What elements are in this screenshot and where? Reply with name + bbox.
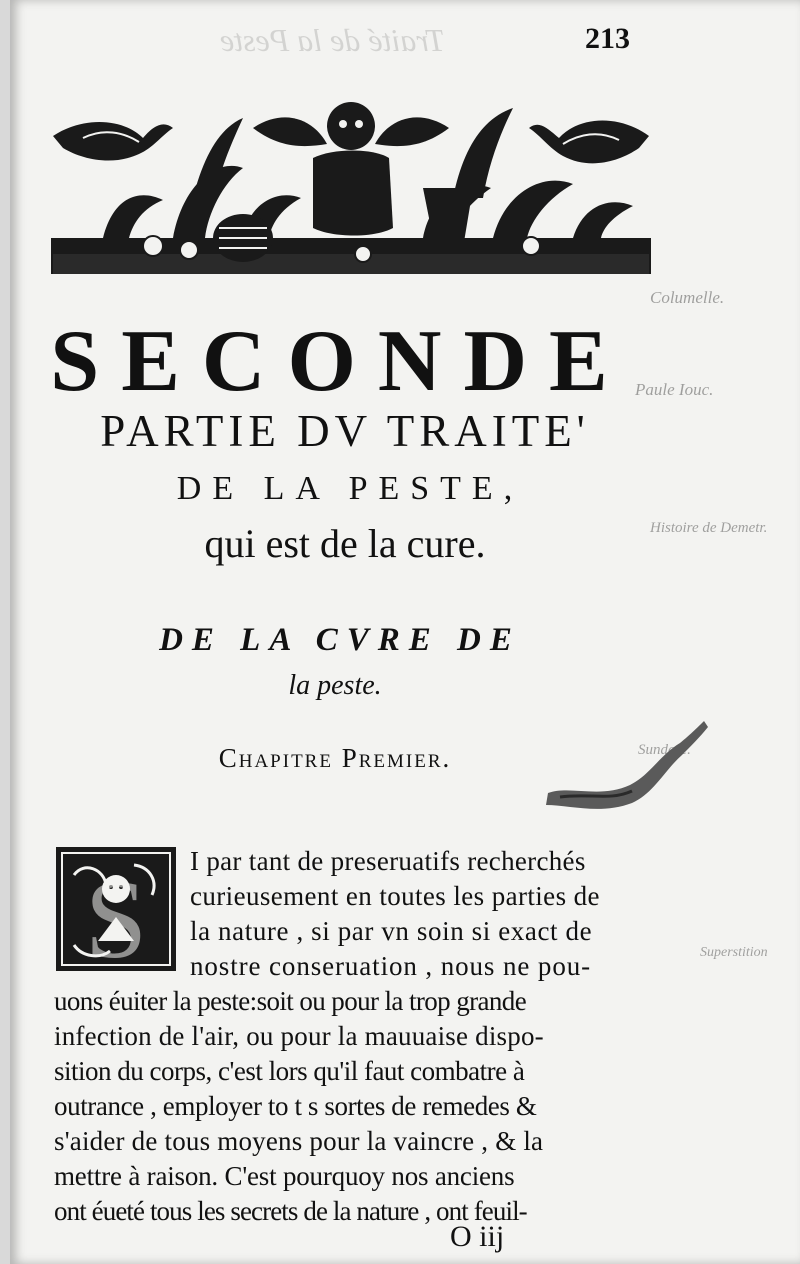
dropcap-letter: S: [84, 858, 148, 973]
title-line-3: DE LA PESTE,: [176, 470, 524, 507]
margin-note: Superstition: [700, 945, 768, 960]
body-line: I par tant de preseruatifs recherchés: [190, 846, 586, 876]
page-number: 213: [585, 22, 630, 55]
title-line-1: SECONDE: [50, 313, 630, 410]
body-line: la nature , si par vn soin si exact de: [190, 916, 593, 946]
body-line: uons éuiter la peste:soit ou pour la trop grande: [54, 986, 527, 1016]
book-page: [10, 0, 800, 1264]
running-head-bleed: Traité de la Peste: [220, 22, 445, 58]
body-line: s'aider de tous moyens pour la vaincre , & la: [54, 1126, 544, 1156]
title-line-2: PARTIE DV TRAITE': [100, 406, 590, 456]
chapter-heading: Chapitre Premier.: [218, 743, 452, 773]
body-line: infection de l'air, ou pour la mauuaise dispo-: [54, 1021, 544, 1051]
signature-mark: O iij: [450, 1220, 505, 1253]
margin-note: Paule Iouc.: [635, 380, 714, 399]
page-stain: [540, 715, 710, 815]
margin-note: Histoire de Demetr.: [650, 520, 768, 536]
body-line: sition du corps, c'est lors qu'il faut combatre à: [54, 1056, 525, 1086]
title-line-4: qui est de la cure.: [204, 521, 486, 566]
body-line: curieusement en toutes les parties de: [190, 881, 600, 911]
woodcut-headpiece: [43, 88, 659, 280]
body-line: outrance , employer to t s sortes de remedes &: [54, 1091, 537, 1121]
section-title-line-2: la peste.: [288, 670, 382, 701]
margin-note: Columelle.: [650, 288, 725, 307]
body-line: ont éueté tous les secrets de la nature , ont feuil-: [54, 1196, 527, 1226]
body-line: nostre conseruation , nous ne pou-: [190, 951, 592, 981]
margin-note: Sundesc.: [638, 742, 691, 758]
body-line: mettre à raison. C'est pourquoy nos anciens: [54, 1161, 515, 1191]
section-title-line-1: DE LA CVRE DE: [159, 622, 521, 658]
decorated-initial: [54, 845, 178, 973]
